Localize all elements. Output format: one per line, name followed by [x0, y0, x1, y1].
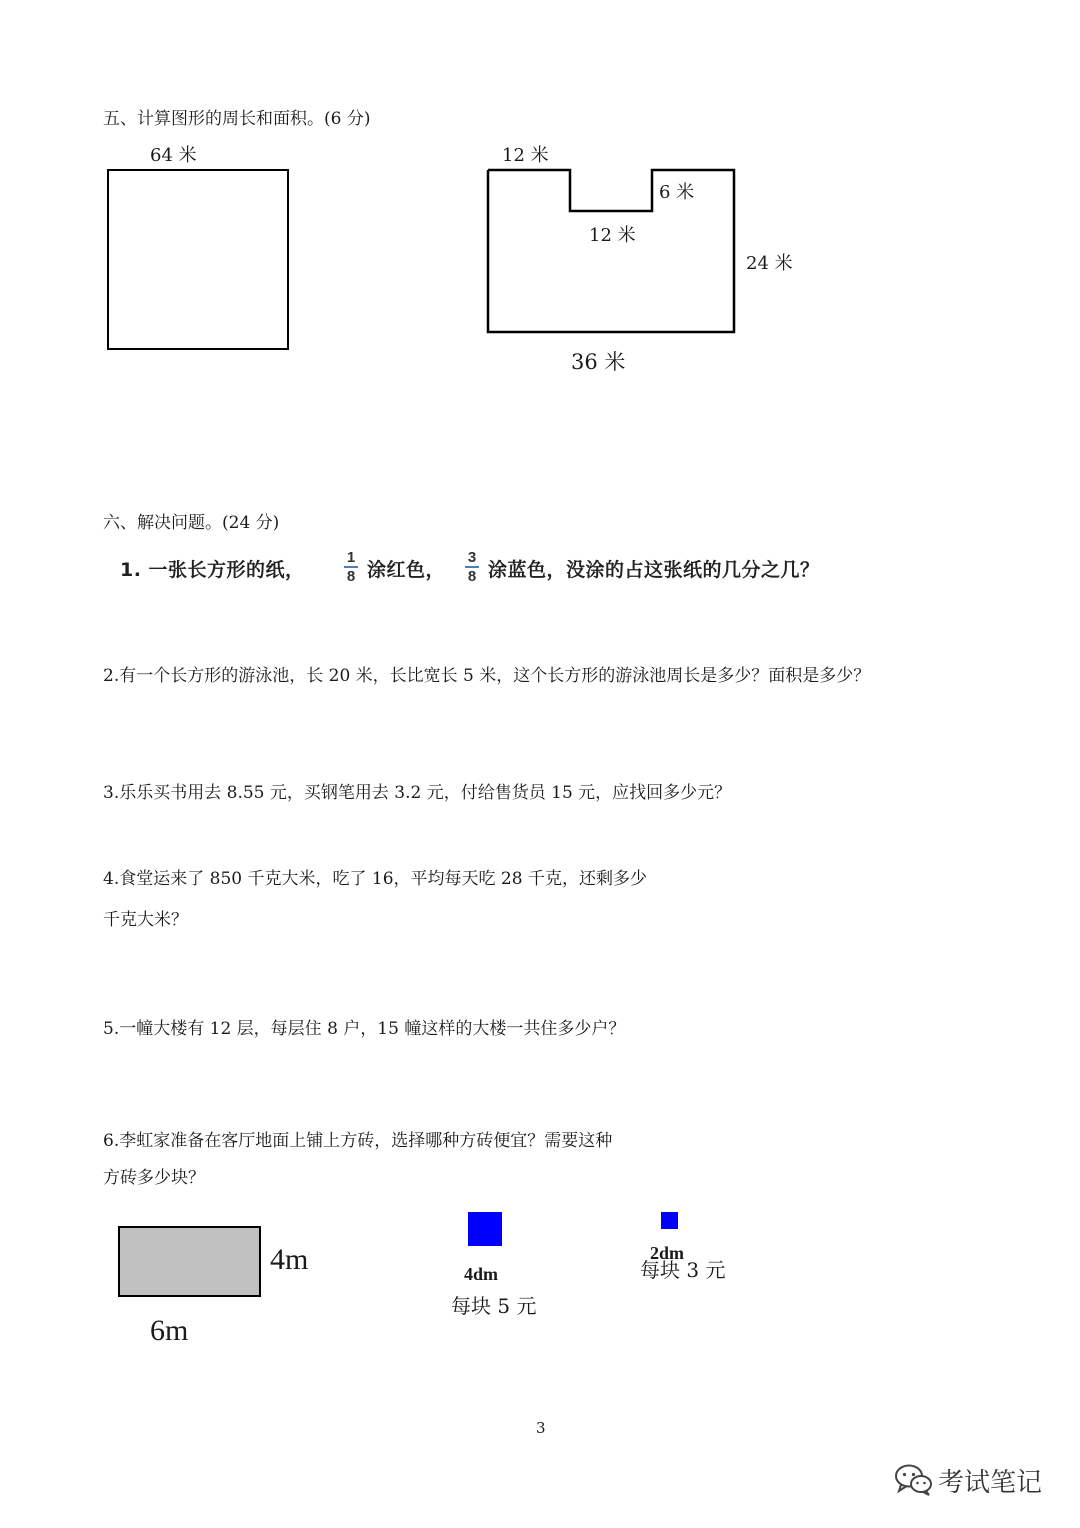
question-1-part2: 涂红色， [367, 559, 446, 581]
question-2: 2.有一个长方形的游泳池，长 20 米，长比宽长 5 米，这个长方形的游泳池周长是多少？面积是多少？ [103, 666, 871, 686]
question-5: 5.一幢大楼有 12 层，每层住 8 户，15 幢这样的大楼一共住多少户？ [103, 1019, 626, 1039]
shape-notch-side-label: 6 米 [659, 182, 695, 203]
question-4-line1: 4.食堂运来了 850 千克大米，吃了 16，平均每天吃 28 千克，还剩多少 [103, 869, 647, 889]
fraction-three-eighths: 3 8 [463, 549, 481, 585]
question-6-line1: 6.李虹家准备在客厅地面上铺上方砖，选择哪种方砖便宜？需要这种 [103, 1131, 613, 1151]
square-figure [107, 169, 289, 350]
square-side-label: 64 米 [150, 145, 197, 166]
tile-small-size-label: 2dm [650, 1243, 685, 1263]
question-1-part3: 涂蓝色，没涂的占这张纸的几分之几？ [488, 559, 820, 581]
shape-notch-bottom-label: 12 米 [589, 225, 636, 246]
tile-large-square [468, 1212, 502, 1246]
shape-bottom-label: 36 米 [571, 350, 626, 374]
question-4-line2: 千克大米？ [103, 910, 188, 930]
tile-small-square [661, 1212, 678, 1229]
tile-large-price-label: 每块 5 元 [451, 1294, 537, 1318]
room-height-label: 4m [270, 1243, 309, 1276]
page-number: 3 [536, 1419, 546, 1437]
fraction-one-eighth: 1 8 [342, 549, 360, 585]
notched-rectangle-figure [480, 160, 744, 340]
section-5-title: 五、计算图形的周长和面积。(6 分) [103, 109, 371, 129]
tile-small-price-label: 每块 3 元 [640, 1258, 726, 1282]
room-width-label: 6m [150, 1314, 189, 1347]
room-floor-rectangle [118, 1226, 261, 1297]
shape-right-label: 24 米 [746, 253, 793, 274]
wechat-icon [893, 1462, 935, 1498]
question-3: 3.乐乐买书用去 8.55 元，买钢笔用去 3.2 元，付给售货员 15 元，应找回多少元？ [103, 783, 732, 803]
question-1-part1: 1. 一张长方形的纸， [120, 559, 305, 581]
shape-top-left-label: 12 米 [502, 145, 549, 166]
watermark-text: 考试笔记 [938, 1468, 1043, 1498]
section-6-title: 六、解决问题。(24 分) [103, 513, 280, 533]
question-6-line2: 方砖多少块？ [103, 1168, 205, 1188]
tile-large-size-label: 4dm [464, 1264, 499, 1284]
